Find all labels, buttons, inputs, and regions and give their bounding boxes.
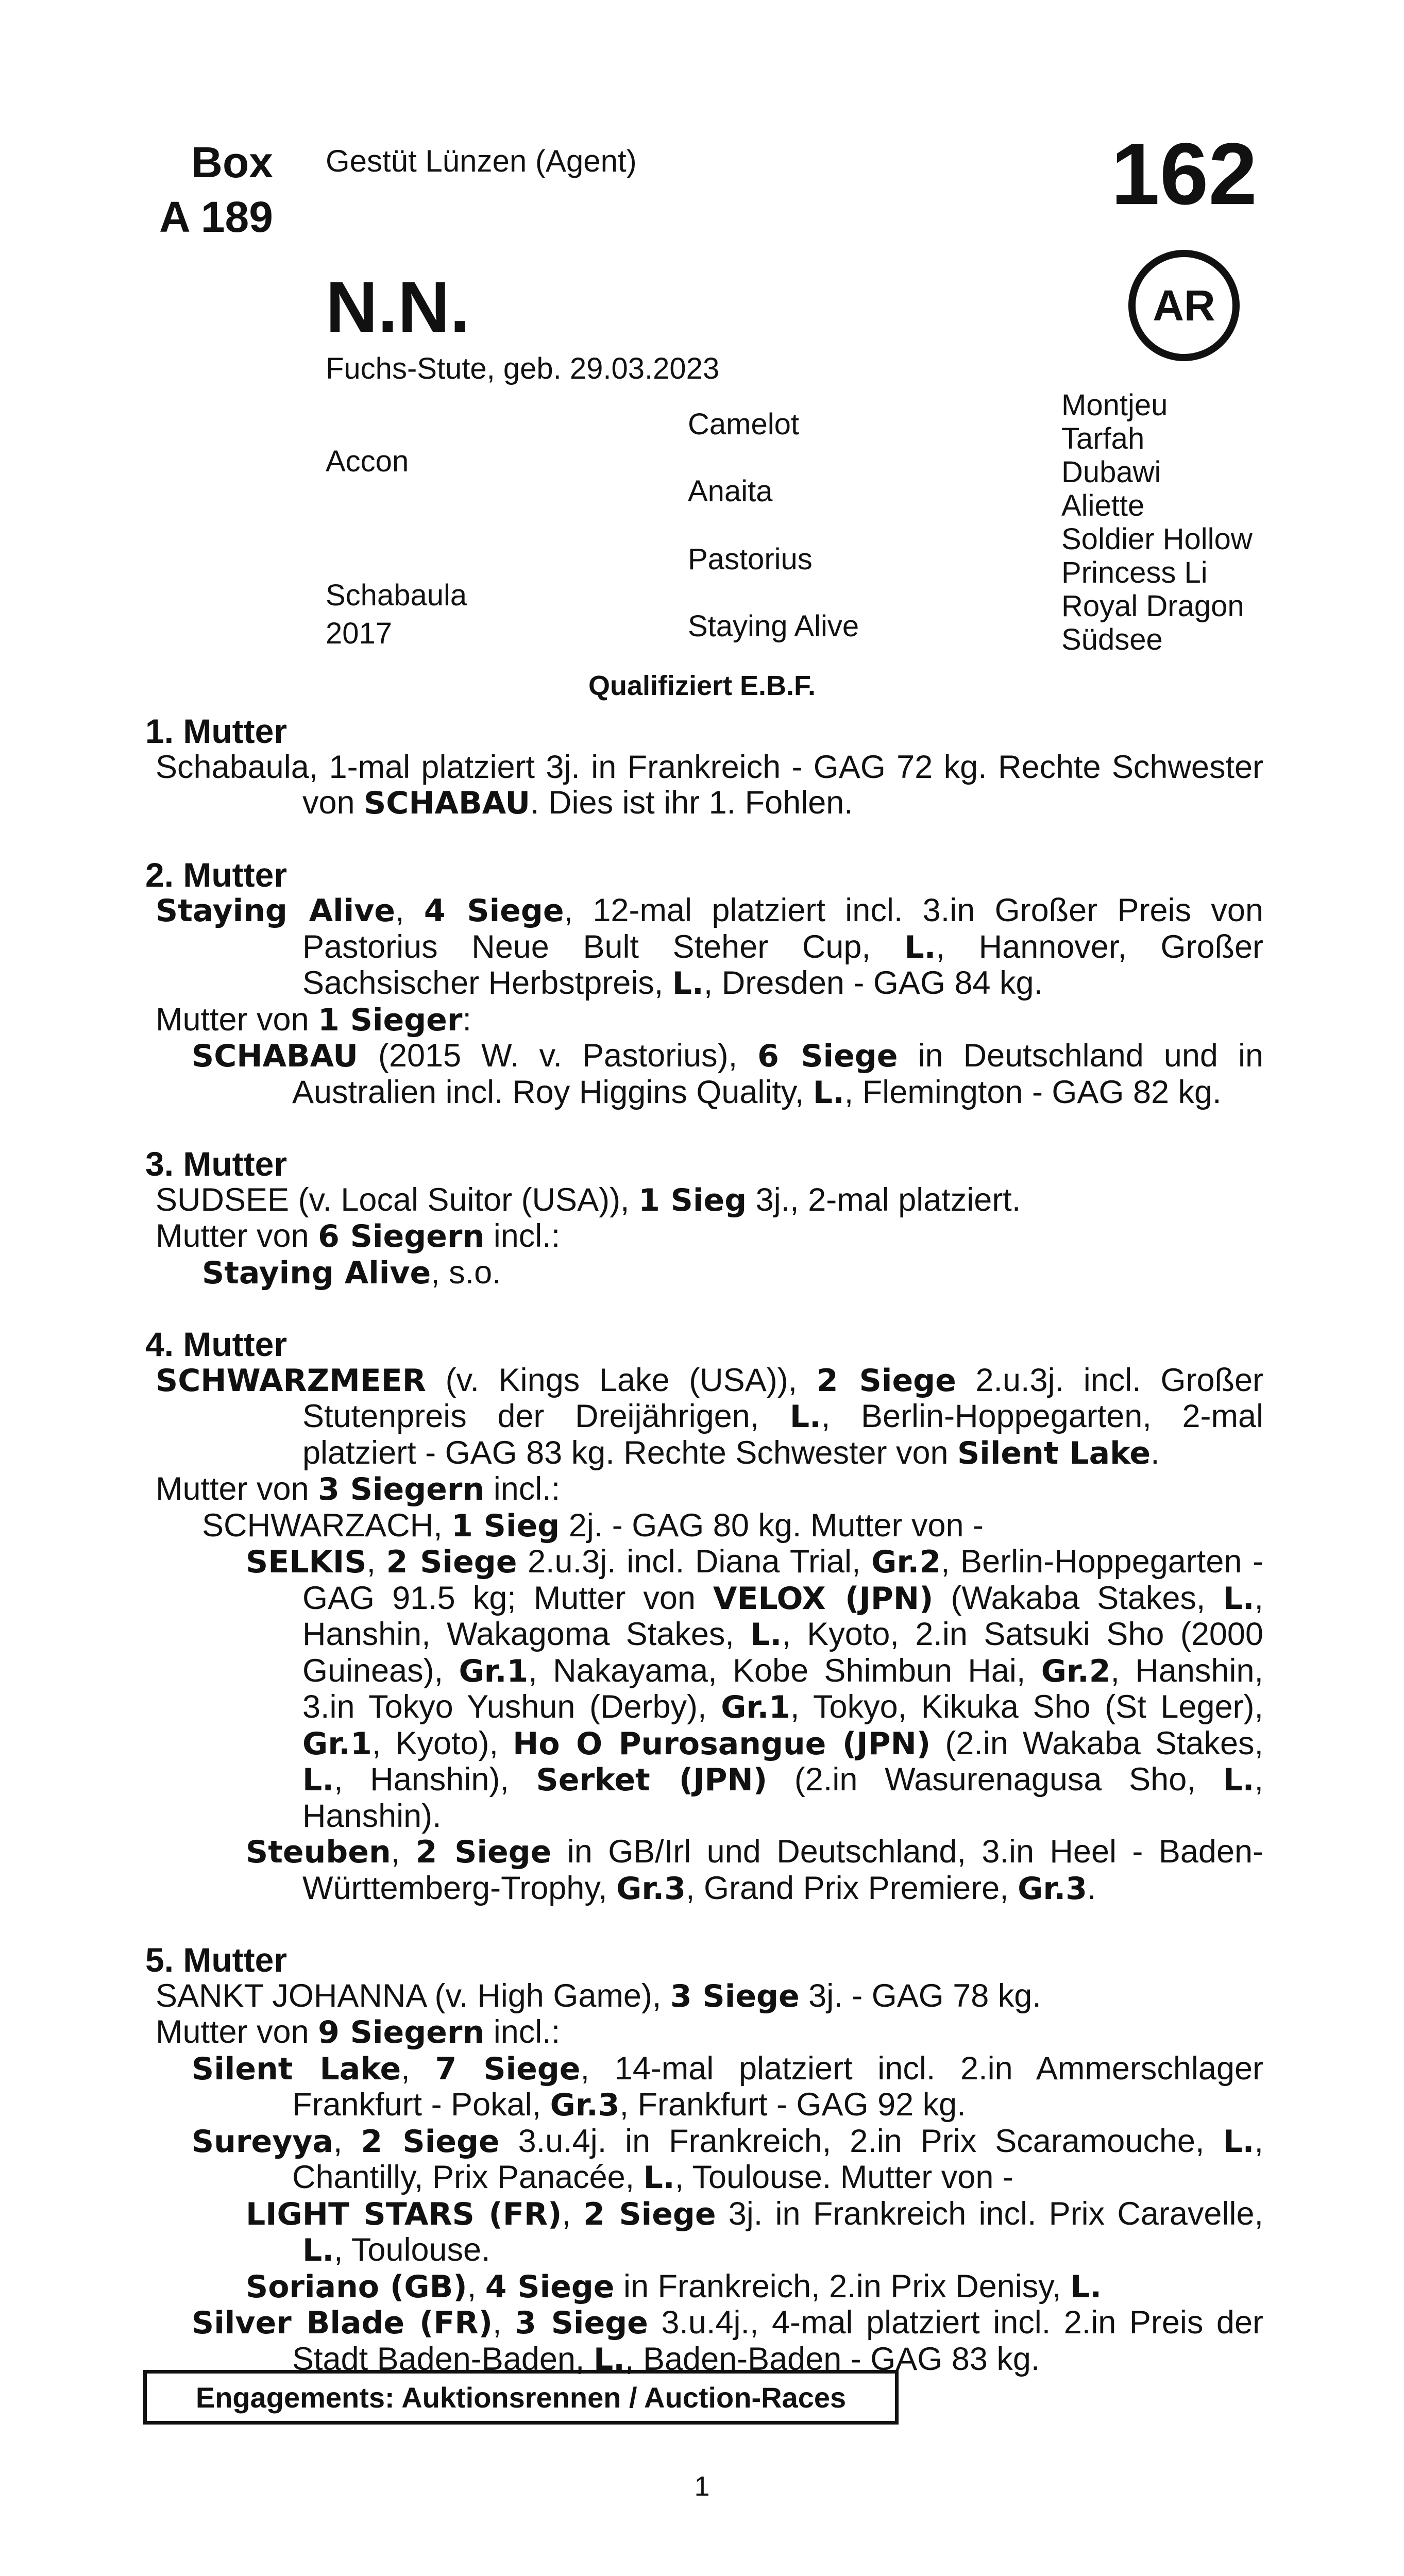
mutter-3-section bbox=[145, 1146, 1263, 1291]
gen3-ancestor: Soldier Hollow bbox=[1061, 522, 1253, 556]
horse-name: N.N. bbox=[326, 266, 470, 347]
section-heading: 1. Mutter bbox=[145, 712, 287, 750]
lot-number: 162 bbox=[1111, 125, 1257, 223]
dam-entry: SANKT JOHANNA (v. High Game), 3 Siege 3j. - GAG 78 kg. bbox=[156, 1977, 1041, 2014]
ar-badge-label: AR bbox=[1153, 281, 1215, 330]
qualification: Qualifiziert E.B.F. bbox=[588, 670, 816, 701]
dam-dam: Staying Alive bbox=[688, 609, 859, 643]
gen3-ancestor: Südsee bbox=[1061, 623, 1163, 656]
box-label: Box bbox=[191, 138, 273, 187]
mutter-4-section bbox=[145, 1327, 1263, 1907]
engagements-box: Engagements: Auktionsrennen / Auction-Races bbox=[143, 2370, 899, 2425]
produce-entry: LIGHT STARS (FR), 2 Siege 3j. in Frankreich incl. Prix Caravelle, L., Toulouse. bbox=[246, 2195, 1263, 2268]
gen3-ancestor: Aliette bbox=[1061, 489, 1145, 522]
section-heading: 4. Mutter bbox=[145, 1325, 287, 1363]
sire: Accon bbox=[326, 445, 409, 478]
produce-entry: Silent Lake, 7 Siege, 14-mal platziert incl. 2.in Ammerschlager Frankfurt - Pokal, Gr.3, Frankfurt - GAG 92 kg. bbox=[192, 2050, 1263, 2123]
section-heading: 5. Mutter bbox=[145, 1941, 287, 1979]
produce-entry: Soriano (GB), 4 Siege in Frankreich, 2.in Prix Denisy, L. bbox=[246, 2268, 1102, 2305]
gen3-ancestor: Tarfah bbox=[1061, 422, 1145, 455]
consignor: Gestüt Lünzen (Agent) bbox=[326, 144, 637, 178]
mother-of-line: Mutter von 6 Siegern incl.: bbox=[156, 1218, 561, 1255]
produce-entry: SELKIS, 2 Siege 2.u.3j. incl. Diana Trial, Gr.2, Berlin-Hoppegarten - GAG 91.5 kg; Mutter von VELOX (JPN) (Wakaba Stakes, L., Hanshin, Wakagoma Stakes, L., Kyoto, 2.in Satsuki Sho (2000 Guineas), Gr.1, Nakayama, Kobe Shimbun Hai, Gr.2, Hanshin, 3.in Tokyo Yushun (Derby), Gr.1, Tokyo, Kikuka Sho (St Leger), Gr.1, Kyoto), Ho O Purosangue (JPN) (2.in Wakaba Stakes, L., Hanshin), Serket (JPN) (2.in Wasurenagusa Sho, L., Hanshin). bbox=[246, 1544, 1264, 1834]
gen3-ancestor: Royal Dragon bbox=[1061, 589, 1244, 623]
box-number bbox=[134, 135, 273, 244]
mother-of-line: Mutter von 1 Sieger: bbox=[156, 1001, 471, 1038]
box-code: A 189 bbox=[159, 193, 273, 241]
sire-dam: Anaita bbox=[688, 474, 773, 508]
section-heading: 2. Mutter bbox=[145, 855, 287, 894]
dam-entry: SCHWARZMEER (v. Kings Lake (USA)), 2 Siege 2.u.3j. incl. Großer Stutenpreis der Dreijährigen, L., Berlin-Hoppegarten, 2-mal platziert - GAG 83 kg. Rechte Schwester von Silent Lake. bbox=[156, 1362, 1263, 1471]
mother-of-line: Mutter von 9 Siegern incl.: bbox=[156, 2014, 561, 2050]
dam: Schabaula bbox=[326, 579, 467, 612]
horse-description: Fuchs-Stute, geb. 29.03.2023 bbox=[326, 352, 720, 385]
produce-entry: Silver Blade (FR), 3 Siege 3.u.4j., 4-mal platziert incl. 2.in Preis der Stadt Baden-Baden, L., Baden-Baden - GAG 83 kg. bbox=[192, 2304, 1263, 2378]
gen3-ancestor: Princess Li bbox=[1061, 556, 1208, 589]
produce-entry: SCHWARZACH, 1 Sieg 2j. - GAG 80 kg. Mutter von - bbox=[202, 1507, 984, 1544]
mother-of-line: Mutter von 3 Siegern incl.: bbox=[156, 1471, 561, 1507]
ar-badge-icon bbox=[1128, 250, 1240, 361]
dam-year: 2017 bbox=[326, 617, 393, 650]
dam-sire: Pastorius bbox=[688, 543, 813, 576]
mutter-2-section bbox=[145, 857, 1263, 1111]
family-record bbox=[145, 714, 1263, 2378]
dam-entry: Staying Alive, 4 Siege, 12-mal platziert incl. 3.in Großer Preis von Pastorius Neue Bult Steher Cup, L., Hannover, Großer Sachsischer Herbstpreis, L., Dresden - GAG 84 kg. bbox=[156, 892, 1263, 1002]
produce-entry: Staying Alive, s.o. bbox=[202, 1254, 501, 1291]
gen3-ancestor: Montjeu bbox=[1061, 388, 1168, 422]
produce-entry: Steuben, 2 Siege in GB/Irl und Deutschland, 3.in Heel - Baden-Württemberg-Trophy, Gr.3, Grand Prix Premiere, Gr.3. bbox=[246, 1834, 1263, 1907]
page-number: 1 bbox=[694, 2471, 710, 2502]
mutter-5-section bbox=[145, 1942, 1263, 2378]
section-heading: 3. Mutter bbox=[145, 1145, 287, 1183]
dam-entry: SUDSEE (v. Local Suitor (USA)), 1 Sieg 3j., 2-mal platziert. bbox=[156, 1181, 1021, 1218]
pedigree-gen3 bbox=[1061, 388, 1253, 656]
dam-entry: Schabaula, 1-mal platziert 3j. in Frankreich - GAG 72 kg. Rechte Schwester von SCHABAU. Dies ist ihr 1. Fohlen. bbox=[156, 749, 1263, 821]
gen3-ancestor: Dubawi bbox=[1061, 455, 1161, 489]
produce-entry: Sureyya, 2 Siege 3.u.4j. in Frankreich, 2.in Prix Scaramouche, L., Chantilly, Prix Panacée, L., Toulouse. Mutter von - bbox=[192, 2123, 1263, 2196]
sire-sire: Camelot bbox=[688, 408, 799, 441]
mutter-1-section bbox=[145, 714, 1263, 822]
produce-entry: SCHABAU (2015 W. v. Pastorius), 6 Siege in Deutschland und in Australien incl. Roy Higgins Quality, L., Flemington - GAG 82 kg. bbox=[192, 1038, 1264, 1111]
